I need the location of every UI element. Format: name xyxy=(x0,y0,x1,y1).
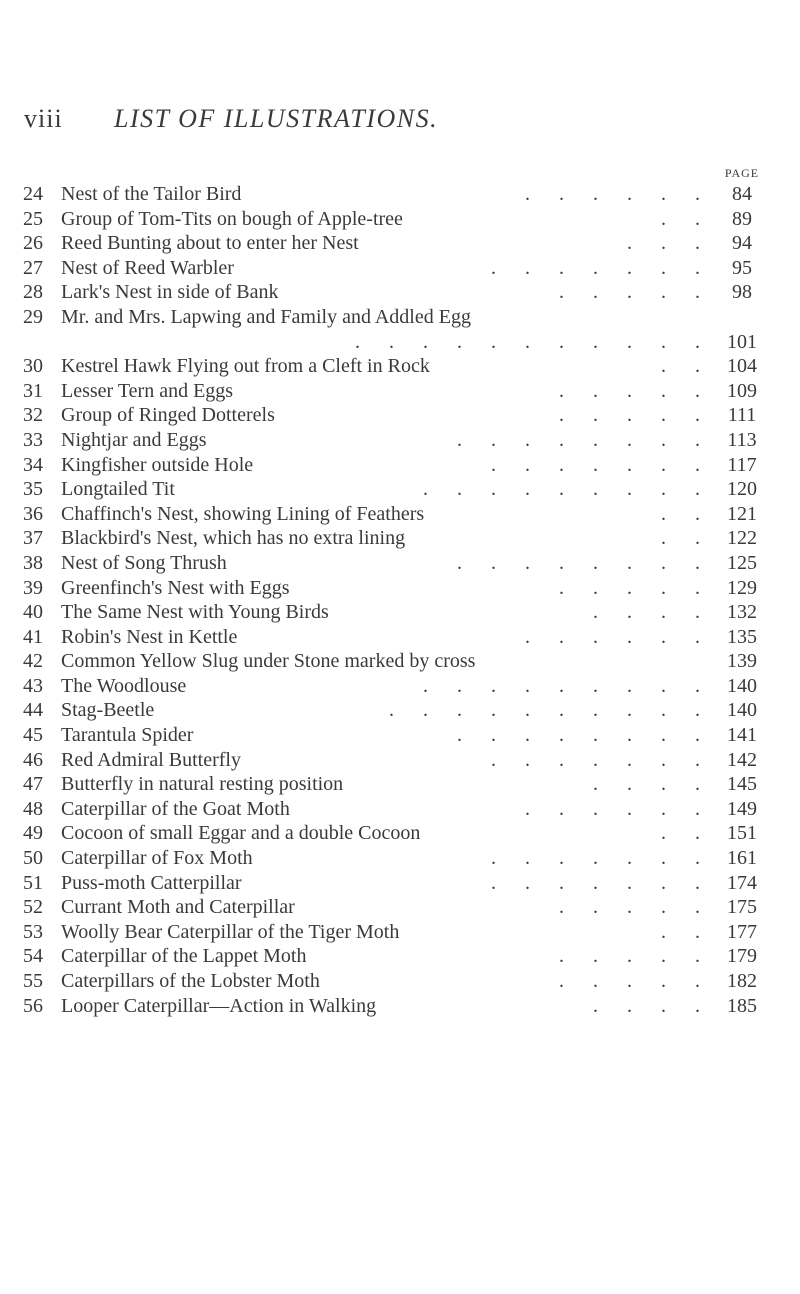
list-item xyxy=(0,723,800,748)
list-item xyxy=(0,526,800,551)
list-item xyxy=(0,256,800,281)
illustrations-list xyxy=(0,182,800,1018)
entry-page: 151 xyxy=(727,822,757,845)
dot-leaders: . . xyxy=(661,822,712,845)
entry-number: 53 xyxy=(23,920,43,943)
list-item xyxy=(0,797,800,822)
list-item xyxy=(0,920,800,945)
entry-number: 35 xyxy=(23,478,43,501)
dot-leaders: . . . . . xyxy=(559,896,712,919)
entry-page: 113 xyxy=(727,428,757,451)
entry-title: Reed Bunting about to enter her Nest xyxy=(61,232,359,255)
entry-number: 37 xyxy=(23,527,43,550)
entry-title: Lark's Nest in side of Bank xyxy=(61,281,279,304)
entry-page: 174 xyxy=(727,871,757,894)
running-header xyxy=(24,104,784,144)
page-column-label: PAGE xyxy=(724,166,760,180)
dot-leaders: . . . . . xyxy=(559,576,712,599)
entry-title: Nest of Reed Warbler xyxy=(61,256,234,279)
entry-title: Group of Tom-Tits on bough of Apple-tree xyxy=(61,207,403,230)
list-item xyxy=(0,280,800,305)
entry-page: 145 xyxy=(727,773,757,796)
entry-page: 140 xyxy=(727,699,757,722)
dot-leaders: . . . . . . xyxy=(525,625,712,648)
entry-number: 28 xyxy=(23,281,43,304)
entry-title: Caterpillar of the Goat Moth xyxy=(61,797,290,820)
list-item xyxy=(0,576,800,601)
entry-page: 117 xyxy=(727,453,757,476)
entry-number: 31 xyxy=(23,379,43,402)
dot-leaders: . . . . . xyxy=(559,970,712,992)
entry-page: 122 xyxy=(727,527,757,550)
entry-title: Tarantula Spider xyxy=(61,724,194,747)
entry-title: Butterfly in natural resting position xyxy=(61,773,344,796)
entry-page: 95 xyxy=(732,256,752,279)
entry-page: 121 xyxy=(727,502,757,525)
entry-page: 149 xyxy=(727,797,757,820)
entry-number: 27 xyxy=(23,256,43,279)
entry-number: 30 xyxy=(23,355,43,378)
entry-page: 111 xyxy=(727,404,757,427)
dot-leaders: . . . . . . xyxy=(525,797,712,820)
entry-title: Looper Caterpillar—Action in Walking xyxy=(61,994,377,1017)
dot-leaders: . . xyxy=(661,502,712,525)
entry-title: Longtailed Tit xyxy=(61,478,175,501)
entry-page: 125 xyxy=(727,551,757,574)
dot-leaders: . . . xyxy=(627,232,712,255)
list-item xyxy=(0,231,800,256)
entry-title: Nest of Song Thrush xyxy=(61,551,227,574)
list-item xyxy=(0,821,800,846)
entry-title: Woolly Bear Caterpillar of the Tiger Moth xyxy=(61,920,400,943)
entry-page: 135 xyxy=(727,625,757,648)
entry-title: Red Admiral Butterfly xyxy=(61,748,241,771)
entry-number: 38 xyxy=(23,551,43,574)
entry-page: 98 xyxy=(732,281,752,304)
dot-leaders: . . . . . . xyxy=(525,183,712,205)
entry-page: 141 xyxy=(727,724,757,747)
entry-number: 51 xyxy=(23,871,43,894)
dot-leaders: . . . . . xyxy=(559,379,712,402)
entry-page: 129 xyxy=(727,576,757,599)
entry-title: Group of Ringed Dotterels xyxy=(61,404,275,427)
entry-page: 177 xyxy=(727,920,757,943)
dot-leaders: . . xyxy=(661,355,712,378)
dot-leaders: . . . . . . . xyxy=(491,847,712,870)
entry-number: 32 xyxy=(23,404,43,427)
entry-number: 50 xyxy=(23,847,43,870)
list-item xyxy=(0,305,800,354)
list-item xyxy=(0,944,800,969)
entry-page: 179 xyxy=(727,945,757,968)
entry-number: 36 xyxy=(23,502,43,525)
dot-leaders: . . xyxy=(661,920,712,943)
entry-number: 24 xyxy=(23,183,43,205)
dot-leaders: . . . . . xyxy=(559,404,712,427)
entry-number: 46 xyxy=(23,748,43,771)
entry-title: Caterpillar of the Lappet Moth xyxy=(61,945,307,968)
list-item xyxy=(0,698,800,723)
list-item xyxy=(0,969,800,994)
entry-title: Common Yellow Slug under Stone marked by cross xyxy=(61,650,476,673)
list-item xyxy=(0,477,800,502)
dot-leaders: . . . . . . . xyxy=(491,256,712,279)
entry-number: 55 xyxy=(23,970,43,992)
entry-page: 140 xyxy=(727,674,757,697)
entry-title: Puss-moth Catterpillar xyxy=(61,871,242,894)
entry-title: The Woodlouse xyxy=(61,674,187,697)
entry-number: 48 xyxy=(23,797,43,820)
dot-leaders: . . . . . . . xyxy=(491,871,712,894)
dot-leaders: . . . . . . . . . . xyxy=(389,699,712,722)
page-folio: viii xyxy=(24,104,63,133)
dot-leaders: . . xyxy=(661,527,712,550)
list-item xyxy=(0,895,800,920)
entry-number: 44 xyxy=(23,699,43,722)
dot-leaders: . . . . . . . xyxy=(491,453,712,476)
entry-page: 175 xyxy=(727,896,757,919)
list-item xyxy=(0,428,800,453)
entry-title: The Same Nest with Young Birds xyxy=(61,601,329,624)
dot-leaders: . . . . . xyxy=(559,281,712,304)
entry-number: 52 xyxy=(23,896,43,919)
dot-leaders: . . . . . . . . xyxy=(457,724,712,747)
running-title: LIST OF ILLUSTRATIONS. xyxy=(114,104,439,133)
entry-number: 45 xyxy=(23,724,43,747)
list-item xyxy=(0,207,800,232)
entry-page: 142 xyxy=(727,748,757,771)
entry-title: Kestrel Hawk Flying out from a Cleft in Rock xyxy=(61,355,430,378)
dot-leaders: . . . . . . . . . . . xyxy=(355,330,712,353)
entry-page: 104 xyxy=(727,355,757,378)
entry-number: 42 xyxy=(23,650,43,673)
entry-number: 54 xyxy=(23,945,43,968)
entry-number: 34 xyxy=(23,453,43,476)
entry-title: Mr. and Mrs. Lapwing and Family and Addled Egg xyxy=(61,305,471,328)
list-item xyxy=(0,354,800,379)
list-item xyxy=(0,551,800,576)
entry-number: 47 xyxy=(23,773,43,796)
entry-page: 139 xyxy=(727,650,757,673)
entry-number: 56 xyxy=(23,994,43,1017)
dot-leaders: . . . . . . . . xyxy=(457,551,712,574)
list-item xyxy=(0,748,800,773)
entry-title: Greenfinch's Nest with Eggs xyxy=(61,576,290,599)
entry-title: Nest of the Tailor Bird xyxy=(61,183,242,205)
entry-title: Lesser Tern and Eggs xyxy=(61,379,234,402)
dot-leaders: . . . . xyxy=(593,601,712,624)
list-item xyxy=(0,182,800,207)
dot-leaders: . . . . . . . . xyxy=(457,428,712,451)
entry-page: 89 xyxy=(732,207,752,230)
entry-page: 101 xyxy=(727,330,757,353)
list-item xyxy=(0,403,800,428)
list-item xyxy=(0,600,800,625)
entry-page: 161 xyxy=(727,847,757,870)
entry-title: Robin's Nest in Kettle xyxy=(61,625,238,648)
dot-leaders: . . . . xyxy=(593,994,712,1017)
entry-number: 43 xyxy=(23,674,43,697)
entry-title: Caterpillars of the Lobster Moth xyxy=(61,970,320,992)
entry-title: Kingfisher outside Hole xyxy=(61,453,254,476)
entry-page: 94 xyxy=(732,232,752,255)
entry-number: 39 xyxy=(23,576,43,599)
entry-number: 33 xyxy=(23,428,43,451)
list-item xyxy=(0,674,800,699)
dot-leaders: . . . . . . . . . xyxy=(423,674,712,697)
entry-title: Blackbird's Nest, which has no extra lining xyxy=(61,527,406,550)
entry-page: 84 xyxy=(732,183,752,205)
list-item xyxy=(0,379,800,404)
entry-title: Stag-Beetle xyxy=(61,699,155,722)
entry-title: Cocoon of small Eggar and a double Cocoon xyxy=(61,822,421,845)
entry-page: 182 xyxy=(727,970,757,992)
list-item xyxy=(0,994,800,1019)
entry-title: Currant Moth and Caterpillar xyxy=(61,896,295,919)
list-item xyxy=(0,625,800,650)
dot-leaders: . . . . . . . . . xyxy=(423,478,712,501)
entry-page: 120 xyxy=(727,478,757,501)
entry-title: Chaffinch's Nest, showing Lining of Feathers xyxy=(61,502,425,525)
list-item xyxy=(0,502,800,527)
entry-number: 25 xyxy=(23,207,43,230)
entry-title: Caterpillar of Fox Moth xyxy=(61,847,253,870)
entry-number: 49 xyxy=(23,822,43,845)
dot-leaders: . . . . . xyxy=(559,945,712,968)
entry-page: 109 xyxy=(727,379,757,402)
entry-number: 29 xyxy=(23,305,43,328)
entry-page: 185 xyxy=(727,994,757,1017)
dot-leaders: . . . . xyxy=(593,773,712,796)
list-item xyxy=(0,846,800,871)
entry-number: 41 xyxy=(23,625,43,648)
entry-number: 26 xyxy=(23,232,43,255)
list-item xyxy=(0,772,800,797)
dot-leaders: . . . . . . . xyxy=(491,748,712,771)
list-item xyxy=(0,871,800,896)
list-item xyxy=(0,649,800,674)
entry-number: 40 xyxy=(23,601,43,624)
entry-page: 132 xyxy=(727,601,757,624)
list-item xyxy=(0,453,800,478)
entry-title: Nightjar and Eggs xyxy=(61,428,207,451)
dot-leaders: . . xyxy=(661,207,712,230)
